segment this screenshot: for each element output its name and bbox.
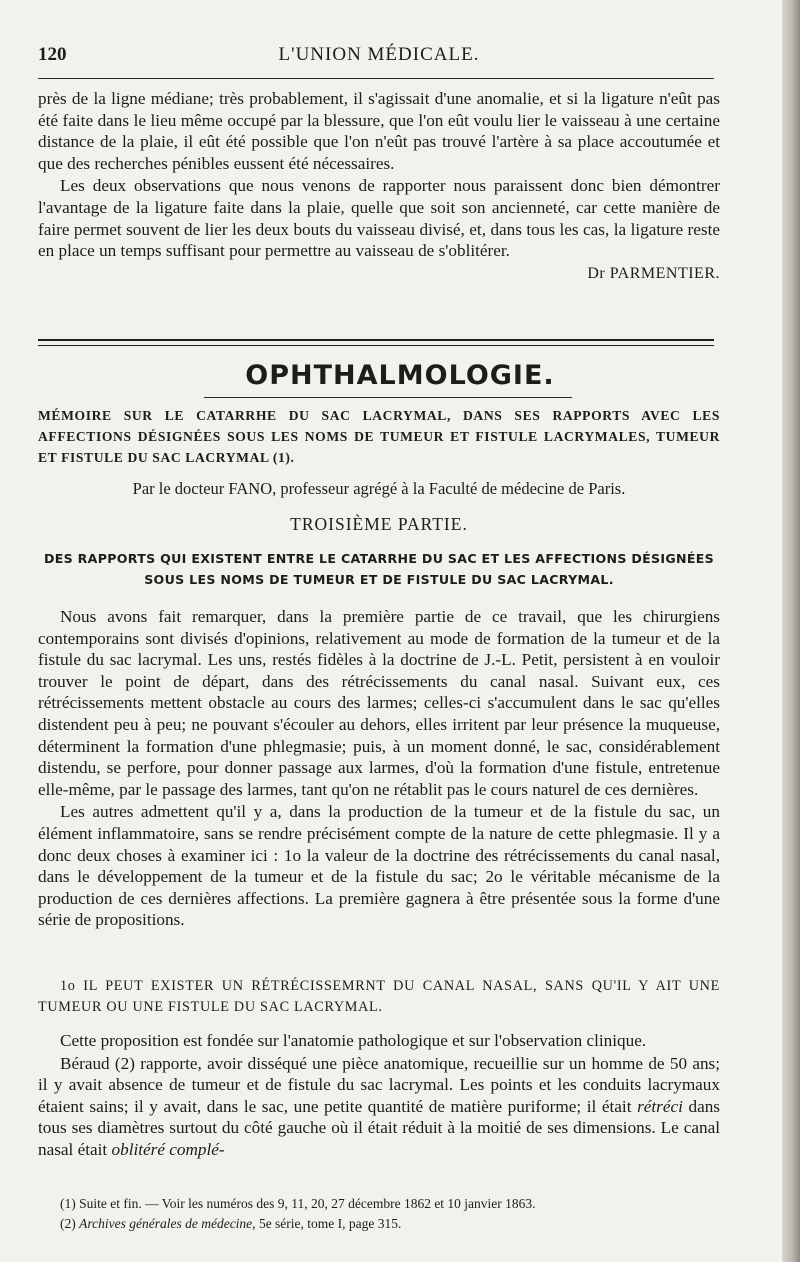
- footnote-1: (1) Suite et fin. — Voir les numéros des 9, 11, 20, 27 décembre 1862 et 10 janvier 1863.: [60, 1196, 536, 1211]
- paragraph-4-italic-retreci: rétréci: [637, 1096, 683, 1116]
- author-signature: Dr PARMENTIER.: [587, 264, 720, 282]
- body-paragraph-2: Les autres admettent qu'il y a, dans la production de la tumeur et de la fistule du sac, un élément inflammatoire, sans se rendre précisément compte de la nature de cette phlegmasie. Il y a donc deux choses à examiner ici : 1o la valeur de la doctrine des rétrécissements du canal nasal, dans le développement de la tumeur et de la fistule du sac; 2o le véritable mécanisme de la production de ces dernières affections. La première gagnera à être présentée sous la forme d'une série de propositions.: [38, 802, 720, 930]
- byline: Par le docteur FANO, professeur agrégé à la Faculté de médecine de Paris.: [132, 479, 626, 498]
- page-number: 120: [38, 44, 67, 65]
- section-double-rule: [38, 339, 714, 346]
- intro-paragraph-2: Les deux observations que nous venons de rapporter nous paraissent donc bien démontrer l'avantage de la ligature faite dans la plaie, quelle que soit son ancienneté, car cette manière de faire permet souvent de lier les deux bouts du vaisseau divisé, et, dans tous les cas, la ligature reste en place un temps suffisant pour permettre au vaisseau de s'oblitérer.: [38, 176, 720, 261]
- memoire-heading: MÉMOIRE SUR LE CATARRHE DU SAC LACRYMAL, DANS SES RAPPORTS AVEC LES AFFECTIONS DÉSIGNÉES SOUS LES NOMS DE TUMEUR ET FISTULE LACRYMALES, TUMEUR ET FISTULE DU SAC LACRYMAL (1).: [38, 408, 720, 465]
- running-title: L'UNION MÉDICALE.: [278, 44, 480, 65]
- paragraph-4-italic-oblitere: oblitéré complé-: [111, 1139, 225, 1159]
- subhead-line-2: SOUS LES NOMS DE TUMEUR ET DE FISTULE DU SAC LACRYMAL.: [144, 572, 614, 587]
- body-paragraph-1: Nous avons fait remarquer, dans la première partie de ce travail, que les chirurgiens contemporains sont divisés d'opinions, relativement au mode de formation de la tumeur et de la fistule du sac lacrymal. Les uns, restés fidèles à la doctrine de J.-L. Petit, persistent à en vouloir trouver le point de départ, dans des rétrécissements du canal nasal. Suivant eux, ces rétrécissements mettent obstacle au cours des larmes; celles-ci s'accumulent dans le sac qu'elles distendent peu à peu; ne pouvant s'écouler au dehors, elles irritent par leur présence la muqueuse, déterminent la formation d'une phlegmasie; puis, à un moment donné, le sac, considérablement distendu, se perfore, pour donner passage aux larmes, d'où la formation d'une fistule, entretenue elle-même, par le passage des larmes, tant qu'on ne rétablit pas le cours naturel de ces dernières.: [38, 607, 720, 799]
- proposition-block: [38, 976, 720, 1018]
- part-block: [38, 514, 720, 535]
- title-underline: [204, 397, 572, 398]
- footnote-2-journal: Archives générales de médecine,: [79, 1216, 256, 1231]
- intro-paragraph-1: près de la ligne médiane; très probablement, il s'agissait d'une anomalie, et si la ligature n'eût pas été faite dans le lieu même occupé par la blessure, que l'on eût voulu lier le vaisseau à une certaine distance de la plaie, il eût été possible que l'on n'eût pas trouvé l'artère à sa place accoutumée et que des recherches pénibles eussent été nécessaires.: [38, 89, 720, 173]
- intro-block: [38, 88, 720, 283]
- body-paragraph-4: [38, 1053, 720, 1161]
- footnote-2-prefix: (2): [60, 1216, 80, 1231]
- header-rule: [38, 78, 714, 79]
- subhead-line-1: DES RAPPORTS QUI EXISTENT ENTRE LE CATARRHE DU SAC ET LES AFFECTIONS DÉSIGNÉES: [43, 551, 715, 566]
- footnote-2: [38, 1214, 720, 1234]
- byline-block: [38, 479, 720, 499]
- body-block-2: [38, 1030, 720, 1161]
- footnote-2-suffix: 5e série, tome I, page 315.: [255, 1216, 402, 1231]
- section-title: OPHTHALMOLOGIE.: [245, 360, 555, 391]
- page-header: [38, 44, 720, 74]
- body-paragraph-3: Cette proposition est fondée sur l'anatomie pathologique et sur l'observation clinique.: [60, 1031, 647, 1050]
- book-spine-edge: [782, 0, 800, 1262]
- footnotes: [38, 1194, 720, 1234]
- subhead-block: [38, 548, 720, 590]
- paragraph-4-text-a: Béraud (2) rapporte, avoir disséqué une pièce anatomique, recueillie sur un homme de 50 ans; il y avait absence de tumeur et de fistule du sac lacrymal. Les points et les conduits lacrymaux étaient sains; il y avait, dans le sac, une petite quantité de matière puriforme; il était: [38, 1053, 720, 1116]
- part-heading: TROISIÈME PARTIE.: [290, 514, 468, 534]
- paragraph-4-text-b: dans tous ses diamètres surtout du côté gauche où il était réduit à la moitié de ses dimensions. Le canal nasal était: [38, 1096, 720, 1159]
- proposition-heading: 1o IL PEUT EXISTER UN RÉTRÉCISSEMRNT DU CANAL NASAL, SANS QU'IL Y AIT UNE TUMEUR OU UNE FISTULE DU SAC LACRYMAL.: [38, 978, 720, 1015]
- body-block-1: [38, 606, 720, 931]
- memoire-title: [38, 405, 720, 468]
